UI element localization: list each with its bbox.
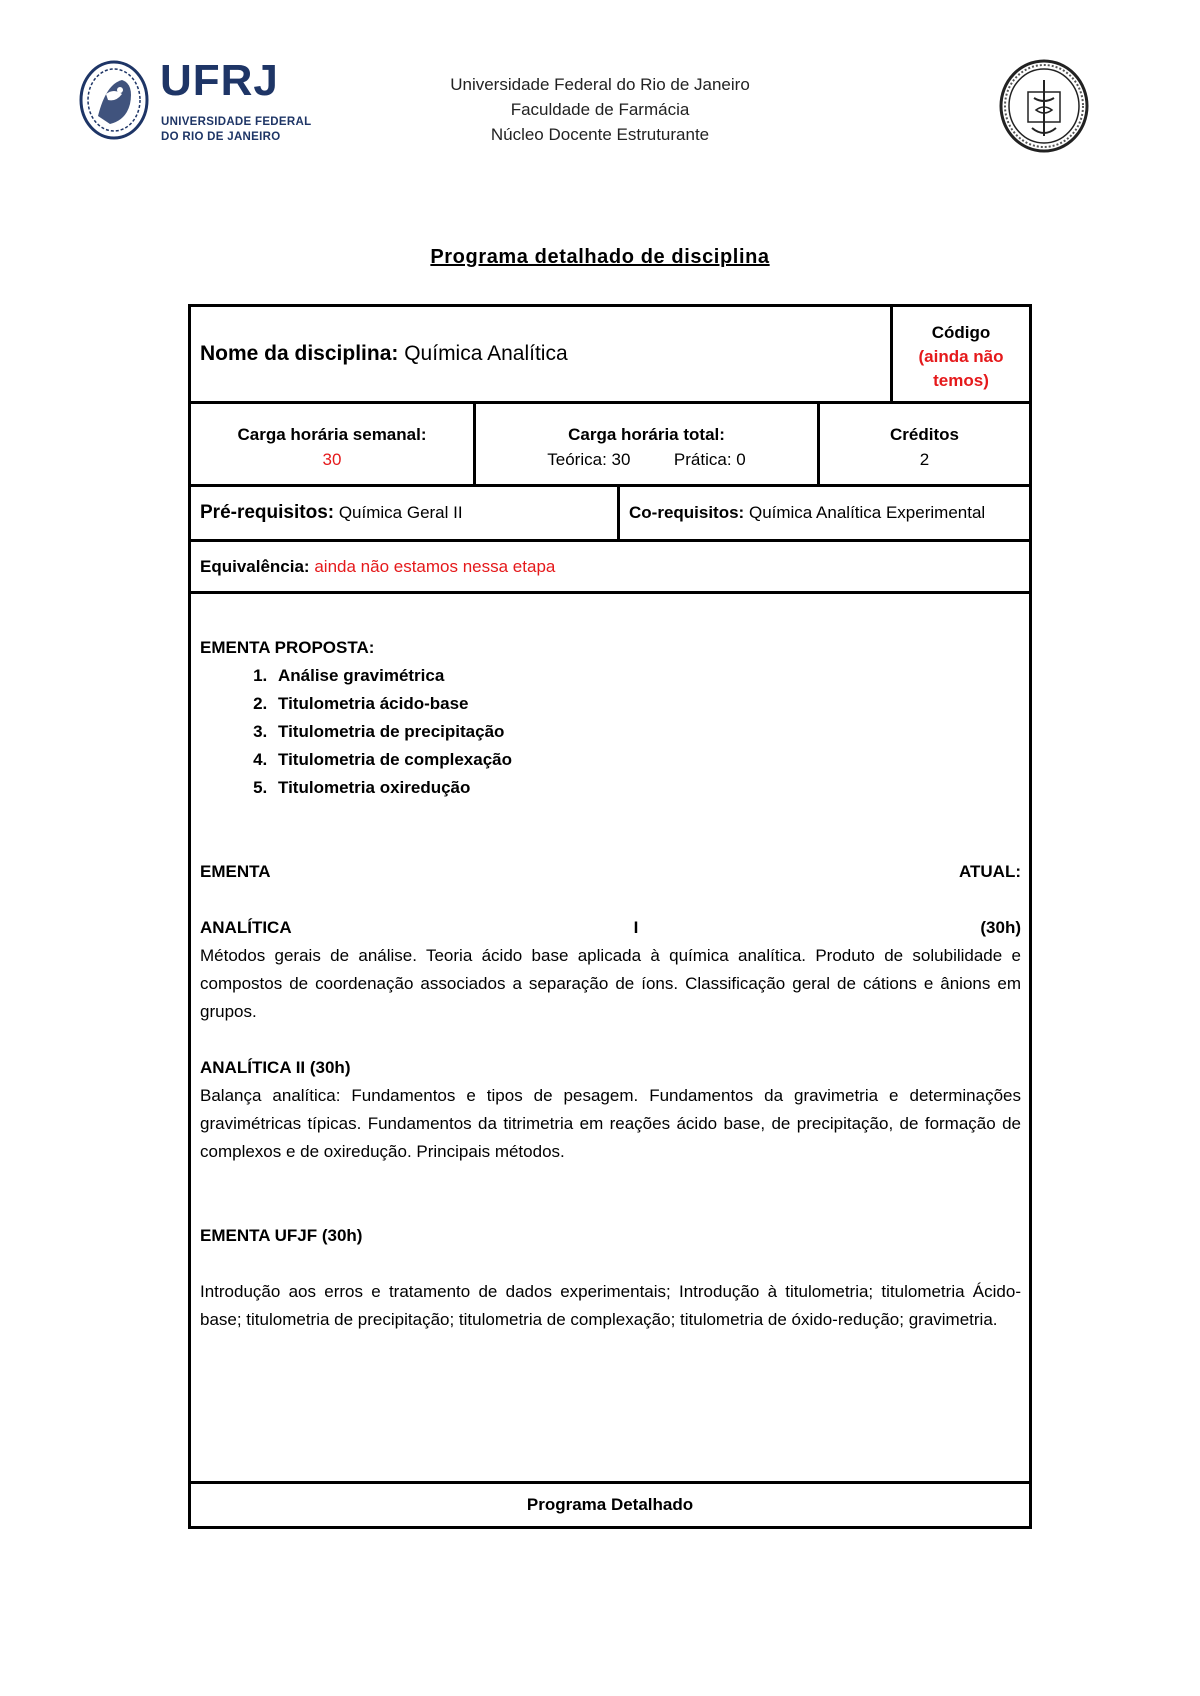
nome-disciplina-cell — [188, 304, 893, 404]
equivalencia-value: ainda não estamos nessa etapa — [314, 556, 556, 576]
ementa-ufjf-text: Introdução aos erros e tratamento de dados experimentais; Introdução à titulometria; titulometria Ácido- base; titulometria de precipitação; titulometria de complexação; titulometria de óxido-redução; gravimetria. — [200, 1282, 1021, 1329]
analitica-1-text: Métodos gerais de análise. Teoria ácido base aplicada à química analítica. Produto de solubilidade e compostos de coordenação associados a separação de íons. Classificação geral de cátions e ânions em grupos. — [200, 946, 1021, 1021]
codigo-label: Código — [931, 323, 991, 342]
corequisitos-cell — [617, 484, 1032, 542]
codigo-value: (ainda não temos) — [918, 347, 1004, 390]
prerequisitos-cell — [188, 484, 620, 542]
nome-disciplina-value: Química Analítica — [404, 342, 568, 365]
carga-semanal-value: 30 — [322, 450, 342, 469]
ementa-proposta-list — [200, 662, 1021, 802]
analitica-1-word: ANALÍTICA — [200, 918, 292, 937]
creditos-label: Créditos — [890, 425, 959, 444]
list-item: 3. Titulometria de precipitação — [272, 718, 1021, 746]
list-item: 4. Titulometria de complexação — [272, 746, 1021, 774]
analitica-2-heading: ANALÍTICA II (30h) — [200, 1058, 351, 1077]
header-line-university: Universidade Federal do Rio de Janeiro — [450, 75, 750, 94]
carga-pratica-value: Prática: 0 — [673, 450, 746, 469]
carga-total-label: Carga horária total: — [568, 425, 725, 444]
prerequisitos-value: Química Geral II — [338, 503, 463, 522]
ementa-proposta-label: EMENTA PROPOSTA: — [200, 638, 375, 657]
corequisitos-label: Co-requisitos: — [629, 503, 745, 522]
equivalencia-label: Equivalência: — [200, 556, 310, 576]
corequisitos-value: Química Analítica Experimental — [748, 503, 986, 522]
list-item: 2. Titulometria ácido-base — [272, 690, 1021, 718]
analitica-1-numeral: I — [633, 918, 639, 937]
ementa-atual-left: EMENTA — [200, 862, 271, 881]
analitica-1-heading — [200, 914, 1021, 942]
programa-detalhado-cell — [188, 1481, 1032, 1529]
carga-semanal-cell — [188, 401, 476, 487]
ementa-atual-heading — [200, 858, 1021, 886]
ementa-ufjf-heading: EMENTA UFJF (30h) — [200, 1226, 363, 1245]
analitica-2-text: Balança analítica: Fundamentos e tipos de pesagem. Fundamentos da gravimetria e determinações gravimétricas típicas. Fundamentos da titrimetria em reações ácido base, de precipitação, de formação de complexos e de oxiredução. Principais métodos. — [200, 1086, 1021, 1161]
ufrj-subtitle-2: DO RIO DE JANEIRO — [161, 131, 281, 143]
discipline-form — [188, 304, 1032, 1528]
document-title: Programa detalhado de disciplina — [430, 246, 770, 268]
carga-semanal-label: Carga horária semanal: — [237, 425, 427, 444]
list-item: 5. Titulometria oxiredução — [272, 774, 1021, 802]
header-line-nucleus: Núcleo Docente Estruturante — [490, 125, 710, 144]
prerequisitos-label: Pré-requisitos: — [200, 502, 335, 523]
programa-detalhado-label: Programa Detalhado — [526, 1495, 694, 1514]
creditos-cell — [817, 401, 1032, 487]
ufrj-subtitle-1: UNIVERSIDADE FEDERAL — [161, 116, 312, 128]
nome-disciplina-label: Nome da disciplina: — [200, 342, 399, 365]
list-item: 1. Análise gravimétrica — [272, 662, 1021, 690]
faculdade-farmacia-seal-icon — [998, 58, 1090, 154]
equivalencia-cell — [188, 539, 1032, 594]
creditos-value: 2 — [919, 450, 930, 469]
header-line-faculty: Faculdade de Farmácia — [510, 100, 690, 119]
ementa-cell — [188, 591, 1032, 1484]
carga-teorica-value: Teórica: 30 — [547, 450, 631, 469]
analitica-1-hours: (30h) — [980, 918, 1021, 937]
codigo-cell — [890, 304, 1032, 404]
ufrj-wordmark: UFRJ — [160, 56, 279, 105]
carga-total-cell — [473, 401, 820, 487]
ementa-atual-right: ATUAL: — [959, 862, 1021, 881]
